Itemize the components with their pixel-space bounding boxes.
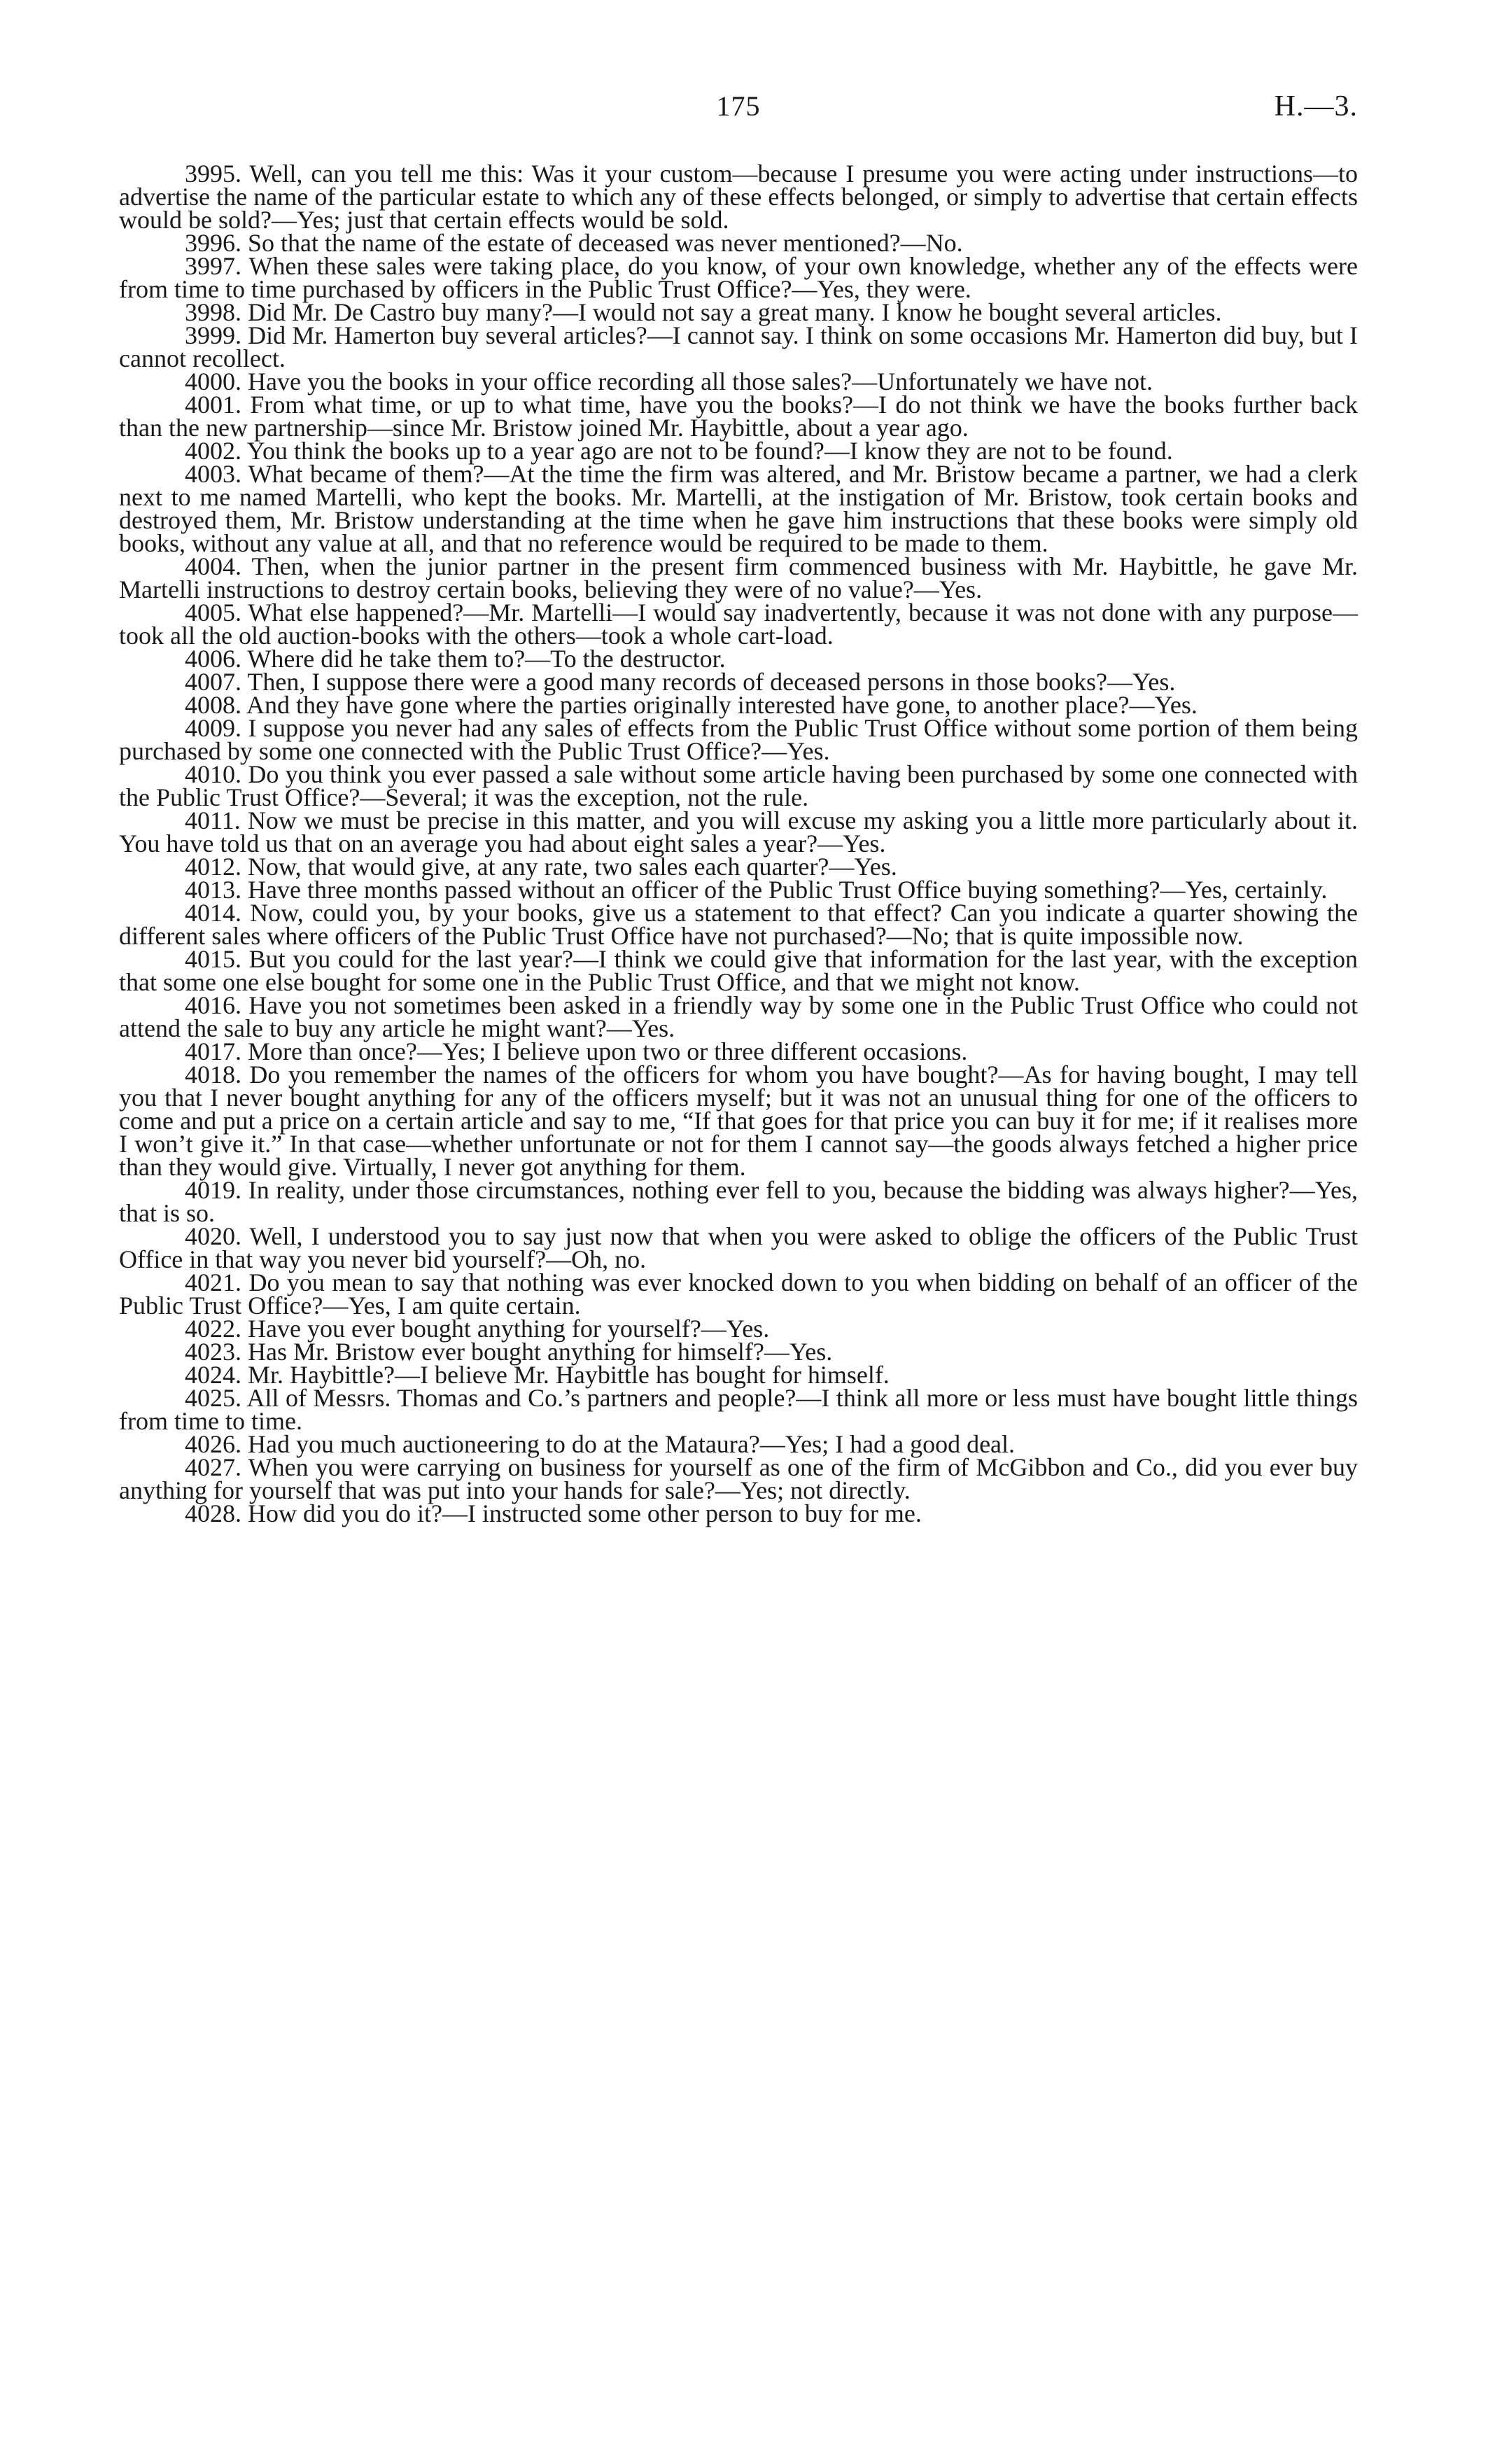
page-header xyxy=(119,90,1358,132)
question-4025: 4025. All of Messrs. Thomas and Co.’s partners and people?—I think all more or less must have bought little things from time to time. xyxy=(119,1384,1358,1435)
question-4011: 4011. Now we must be precise in this matter, and you will excuse my asking you a little more particularly about it. You have told us that on an average you had about eight sales a year?—Yes. xyxy=(119,806,1358,858)
question-4009: 4009. I suppose you never had any sales of effects from the Public Trust Office without some portion of them being purchased by some one connected with the Public Trust Office?—Yes. xyxy=(119,714,1358,765)
question-4006: 4006. Where did he take them to?—To the destructor. xyxy=(185,645,726,673)
question-3998: 3998. Did Mr. De Castro buy many?—I would not say a great many. I know he bought several articles. xyxy=(185,298,1222,326)
question-4021: 4021. Do you mean to say that nothing was ever knocked down to you when bidding on behalf of an officer of the Public Trust Office?—Yes, I am quite certain. xyxy=(119,1268,1358,1320)
document-reference: H.—3. xyxy=(1274,90,1358,122)
question-3999: 3999. Did Mr. Hamerton buy several articles?—I cannot say. I think on some occasions Mr. Hamerton did buy, but I cannot recollect. xyxy=(119,321,1358,372)
question-4027: 4027. When you were carrying on business for yourself as one of the firm of McGibbon and Co., did you ever buy anything for yourself that was put into your hands for sale?—Yes; not directly. xyxy=(119,1453,1358,1504)
question-4014: 4014. Now, could you, by your books, give us a statement to that effect? Can you indicate a quarter showing the different sales where officers of the Public Trust Office have not purchased?—No; that is quite impossible now. xyxy=(119,899,1358,950)
question-3996: 3996. So that the name of the estate of deceased was never mentioned?—No. xyxy=(185,229,963,257)
question-4015: 4015. But you could for the last year?—I think we could give that information for the last year, with the exception that some one else bought for some one in the Public Trust Office, and that we might not know. xyxy=(119,945,1358,996)
question-4017: 4017. More than once?—Yes; I believe upon two or three different occasions. xyxy=(185,1037,968,1065)
question-4020: 4020. Well, I understood you to say just now that when you were asked to oblige the officers of the Public Trust Office in that way you never bid yourself?—Oh, no. xyxy=(119,1222,1358,1273)
question-4001: 4001. From what time, or up to what time, have you the books?—I do not think we have the books further back than the new partnership—since Mr. Bristow joined Mr. Haybittle, about a year ago. xyxy=(119,391,1358,442)
question-4024: 4024. Mr. Haybittle?—I believe Mr. Haybittle has bought for himself. xyxy=(185,1361,890,1389)
question-4016: 4016. Have you not sometimes been asked in a friendly way by some one in the Public Trust Office who could not attend the sale to buy any article he might want?—Yes. xyxy=(119,991,1358,1042)
question-4018: 4018. Do you remember the names of the officers for whom you have bought?—As for having bought, I may tell you that I never bought anything for any of the officers myself; but it was not an unusual thing for one of the officers to come and put a price on a certain article and say to me, “If that goes for that price you can buy it for me; if it realises more I won’t give it.” In that case—whether unfortunate or not for them I cannot say—the goods always fetched a higher price than they would give. Virtually, I never got anything for them. xyxy=(119,1060,1358,1181)
question-4002: 4002. You think the books up to a year ago are not to be found?—I know they are not to be found. xyxy=(185,437,1173,465)
testimony-body xyxy=(119,162,1358,1525)
question-3995: 3995. Well, can you tell me this: Was it your custom—because I presume you were acting under instructions—to advertise the name of the particular estate to which any of these effects belonged, or simply to advertise that certain effects would be sold?—Yes; just that certain effects would be sold. xyxy=(119,160,1358,234)
question-4019: 4019. In reality, under those circumstances, nothing ever fell to you, because the bidding was always higher?—Yes, that is so. xyxy=(119,1176,1358,1227)
question-4022: 4022. Have you ever bought anything for yourself?—Yes. xyxy=(185,1315,770,1343)
question-4012: 4012. Now, that would give, at any rate, two sales each quarter?—Yes. xyxy=(185,853,897,881)
question-4028: 4028. How did you do it?—I instructed some other person to buy for me. xyxy=(185,1499,922,1527)
question-4008: 4008. And they have gone where the parties originally interested have gone, to another place?—Yes. xyxy=(185,691,1198,719)
question-4005: 4005. What else happened?—Mr. Martelli—I would say inadvertently, because it was not done with any purpose—took all the old auction-books with the others—took a whole cart-load. xyxy=(119,598,1358,650)
question-4007: 4007. Then, I suppose there were a good many records of deceased persons in those books?—Yes. xyxy=(185,668,1176,696)
page-number: 175 xyxy=(716,90,761,122)
question-4003: 4003. What became of them?—At the time the firm was altered, and Mr. Bristow became a partner, we had a clerk next to me named Martelli, who kept the books. Mr. Martelli, at the instigation of Mr. Bristow, took certain books and destroyed them, Mr. Bristow understanding at the time when he gave him instructions that these books were simply old books, without any value at all, and that no reference would be required to be made to them. xyxy=(119,460,1358,557)
question-4004: 4004. Then, when the junior partner in the present firm commenced business with Mr. Haybittle, he gave Mr. Martelli instructions to destroy certain books, believing they were of no value?—Yes. xyxy=(119,552,1358,603)
question-4013: 4013. Have three months passed without an officer of the Public Trust Office buying something?—Yes, certainly. xyxy=(185,876,1328,904)
question-4026: 4026. Had you much auctioneering to do at the Mataura?—Yes; I had a good deal. xyxy=(185,1430,1016,1458)
question-4010: 4010. Do you think you ever passed a sale without some article having been purchased by some one connected with the Public Trust Office?—Several; it was the exception, not the rule. xyxy=(119,760,1358,811)
question-4023: 4023. Has Mr. Bristow ever bought anything for himself?—Yes. xyxy=(185,1338,833,1366)
question-3997: 3997. When these sales were taking place, do you know, of your own knowledge, whether any of the effects were from time to time purchased by officers in the Public Trust Office?—Yes, they were. xyxy=(119,252,1358,303)
question-4000: 4000. Have you the books in your office recording all those sales?—Unfortunately we have not. xyxy=(185,368,1153,396)
